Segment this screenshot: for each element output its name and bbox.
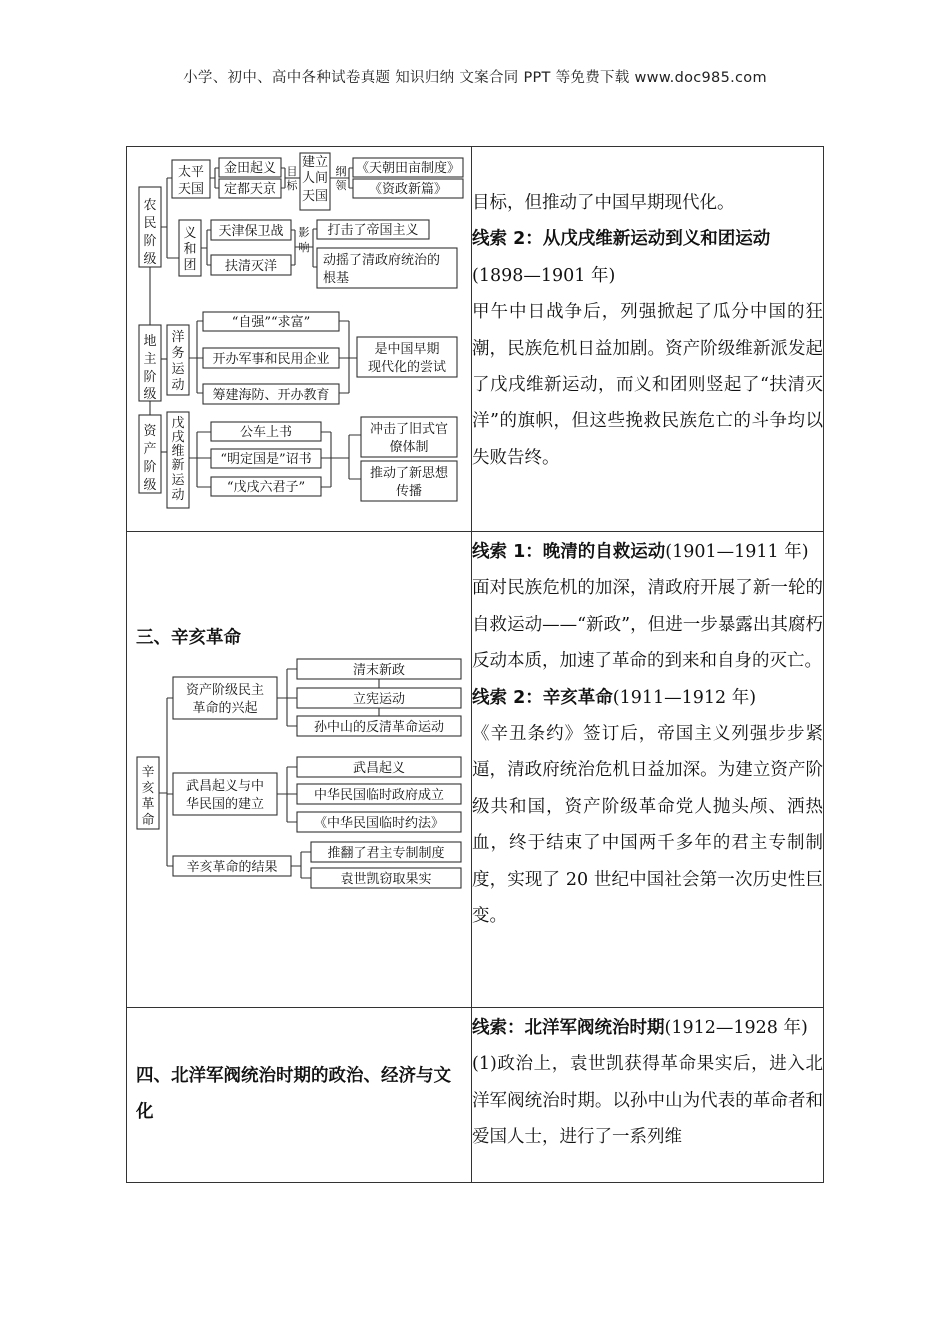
node-chouchuan-text: 筹建海防、开办教育 [212,388,330,403]
node-dongyao-l1: 动摇了清政府统治的 [323,253,441,268]
node-b2a-text: 武昌起义 [352,761,406,776]
diagram-cell-2 [127,532,472,1008]
node-yangwu-c1: 洋 [171,330,185,345]
node-b3b-text: 袁世凯窃取果实 [340,872,432,887]
diagram-cell-1 [127,147,472,532]
clue-label: 线索：北洋军阀统治时期 [472,1018,665,1038]
label-gangling-2: 领 [335,179,347,192]
node-b2c-text: 《中华民国临时约法》 [313,816,445,831]
section-title: 三、辛亥革命 [136,628,241,648]
node-bourgeois-c3: 阶 [143,460,157,475]
node-tianchao-text: 《天朝田亩制度》 [355,161,461,176]
page-header: 小学、初中、高中各种试卷真题 知识归纳 文案合同 PPT 等免费下载 www.doc985.com [183,70,767,86]
node-landlord-c3: 阶 [143,370,157,385]
node-taiping-l2: 天国 [177,182,205,197]
node-changshi-l1: 是中国早期 [374,342,440,357]
node-wuxu-c5: 运 [171,473,185,488]
node-liujunzi-text: “戊戌六君子” [226,480,306,495]
review-table [126,146,824,1183]
label-yingxiang-1: 影 [298,226,310,239]
node-b1c-text: 孙中山的反清革命运动 [313,720,445,735]
node-b1b-text: 立宪运动 [352,692,406,707]
node-bourgeois-c4: 级 [143,478,157,493]
node-bourgeois-c2: 产 [143,442,157,457]
text-cell-1 [472,147,824,532]
label-yingxiang-2: 响 [298,241,310,254]
node-jintian-text: 金田起义 [223,161,277,176]
node-b3a-text: 推翻了君主专制制度 [327,846,445,861]
node-dongyao-l2: 根基 [323,271,350,286]
node-chongji-l1: 冲击了旧式官 [369,422,449,437]
node-wuxu-c6: 动 [171,488,185,503]
node-yangwu-c4: 动 [171,378,185,393]
node-ziqiang-text: “自强”“求富” [231,315,311,330]
node-root-c2: 亥 [141,781,155,796]
node-jianli-l1: 建立 [301,155,329,170]
node-landlord-c2: 主 [143,352,157,367]
node-b1a-text: 清末新政 [352,663,406,678]
node-taiping-l1: 太平 [177,165,205,180]
table-row [127,532,824,1008]
table-row [127,147,824,532]
paragraph: 面对民族危机的加深，清政府开展了新一轮的自救运动——“新政”，但进一步暴露出其腐朽反动本质，加速了革命的到来和自身的灭亡。 [472,578,823,672]
node-yihetuan-c3: 团 [183,258,197,273]
node-root-c4: 命 [141,813,155,828]
node-wuxu-c2: 戌 [171,430,185,445]
table-row [127,1008,824,1183]
node-wuxu-c4: 新 [171,458,185,473]
node-daji-text: 打击了帝国主义 [327,223,419,238]
node-peasant-c3: 阶 [143,234,157,249]
clue-label: 线索 2：从戊戌维新运动到义和团运动 [472,229,771,250]
node-yihetuan-c1: 义 [183,226,197,241]
node-tuidong-l1: 推动了新思想 [369,466,449,481]
node-jianli-l2: 人间 [301,171,329,186]
label-gangling-1: 纲 [335,165,347,178]
paragraph-lead: 目标，但推动了中国早期现代化。 [472,193,735,213]
node-root-c1: 辛 [141,765,155,780]
text-cell-2 [472,532,824,1008]
node-wuxu-c1: 戊 [171,416,185,431]
node-gongche-text: 公车上书 [239,425,293,440]
node-peasant-c4: 级 [143,252,157,267]
label-mubiao-1: 目 [286,165,298,178]
clue-years: (1912—1928 年) [664,1018,808,1038]
node-peasant-c2: 民 [143,216,157,231]
node-landlord-c4: 级 [143,387,157,402]
node-b1-l1: 资产阶级民主 [185,683,265,698]
section-title: 四、北洋军阀统治时期的政治、经济与文化 [136,1066,451,1122]
node-kaiban-text: 开办军事和民用企业 [212,352,330,367]
clue-years: (1898—1901 年) [472,265,616,286]
node-zizheng-text: 《资政新篇》 [368,182,448,197]
node-b2-l2: 华民国的建立 [185,797,265,812]
paragraph: 甲午中日战争后，列强掀起了瓜分中国的狂潮，民族危机日益加剧。资产阶级维新派发起了戊戌维新运动，而义和团则竖起了“扶清灭洋”的旗帜，但这些挽救民族危亡的斗争均以失败告终。 [472,302,823,468]
clue-heading [472,534,823,570]
node-b1-l2: 革命的兴起 [192,701,258,716]
node-jianli-l3: 天国 [301,189,329,204]
clue-years: (1911—1912 年) [612,687,757,708]
class-struggle-diagram [127,147,471,532]
node-yangwu-c3: 运 [171,362,185,377]
node-b2-l1: 武昌起义与中 [185,779,265,794]
clue-heading [472,680,823,716]
clue-label: 线索 1：晚清的自救运动 [472,542,666,562]
clue-heading [472,1010,823,1046]
clue-heading [472,221,823,294]
paragraph: (1)政治上，袁世凯获得革命果实后，进入北洋军阀统治时期。以孙中山为代表的革命者和爱国人士，进行了一系列维 [472,1054,823,1148]
node-bourgeois-c1: 资 [143,424,157,439]
node-b3-text: 辛亥革命的结果 [186,860,278,875]
node-fuqing-text: 扶清灭洋 [224,259,278,274]
clue-years: (1901—1911 年) [665,542,809,562]
clue-label: 线索 2：辛亥革命 [472,687,613,708]
node-mingding-text: “明定国是”诏书 [220,452,312,467]
node-yangwu-c2: 务 [171,346,185,361]
label-mubiao-2: 标 [286,179,298,192]
node-landlord-c1: 地 [143,334,157,349]
paragraph: 《辛丑条约》签订后，帝国主义列强步步紧逼，清政府统治危机日益加深。为建立资产阶级共和国，资产阶级革命党人抛头颅、洒热血，终于结束了中国两千多年的君主专制制度，实现了 20 世纪中国社会第一次历史性巨变。 [472,724,823,927]
xinhai-diagram [127,532,471,1008]
node-changshi-l2: 现代化的尝试 [367,360,447,375]
node-yihetuan-c2: 和 [183,242,197,257]
text-cell-3 [472,1008,824,1183]
title-cell-3 [127,1008,472,1183]
node-tuidong-l2: 传播 [395,484,423,499]
node-b2b-text: 中华民国临时政府成立 [313,788,445,803]
node-wuxu-c3: 维 [171,444,185,459]
node-tianjin-text: 天津保卫战 [218,224,284,239]
node-root-c3: 革 [141,797,155,812]
node-dingdu-text: 定都天京 [223,182,277,197]
node-peasant-c1: 农 [143,198,157,213]
node-chongji-l2: 僚体制 [389,440,429,455]
